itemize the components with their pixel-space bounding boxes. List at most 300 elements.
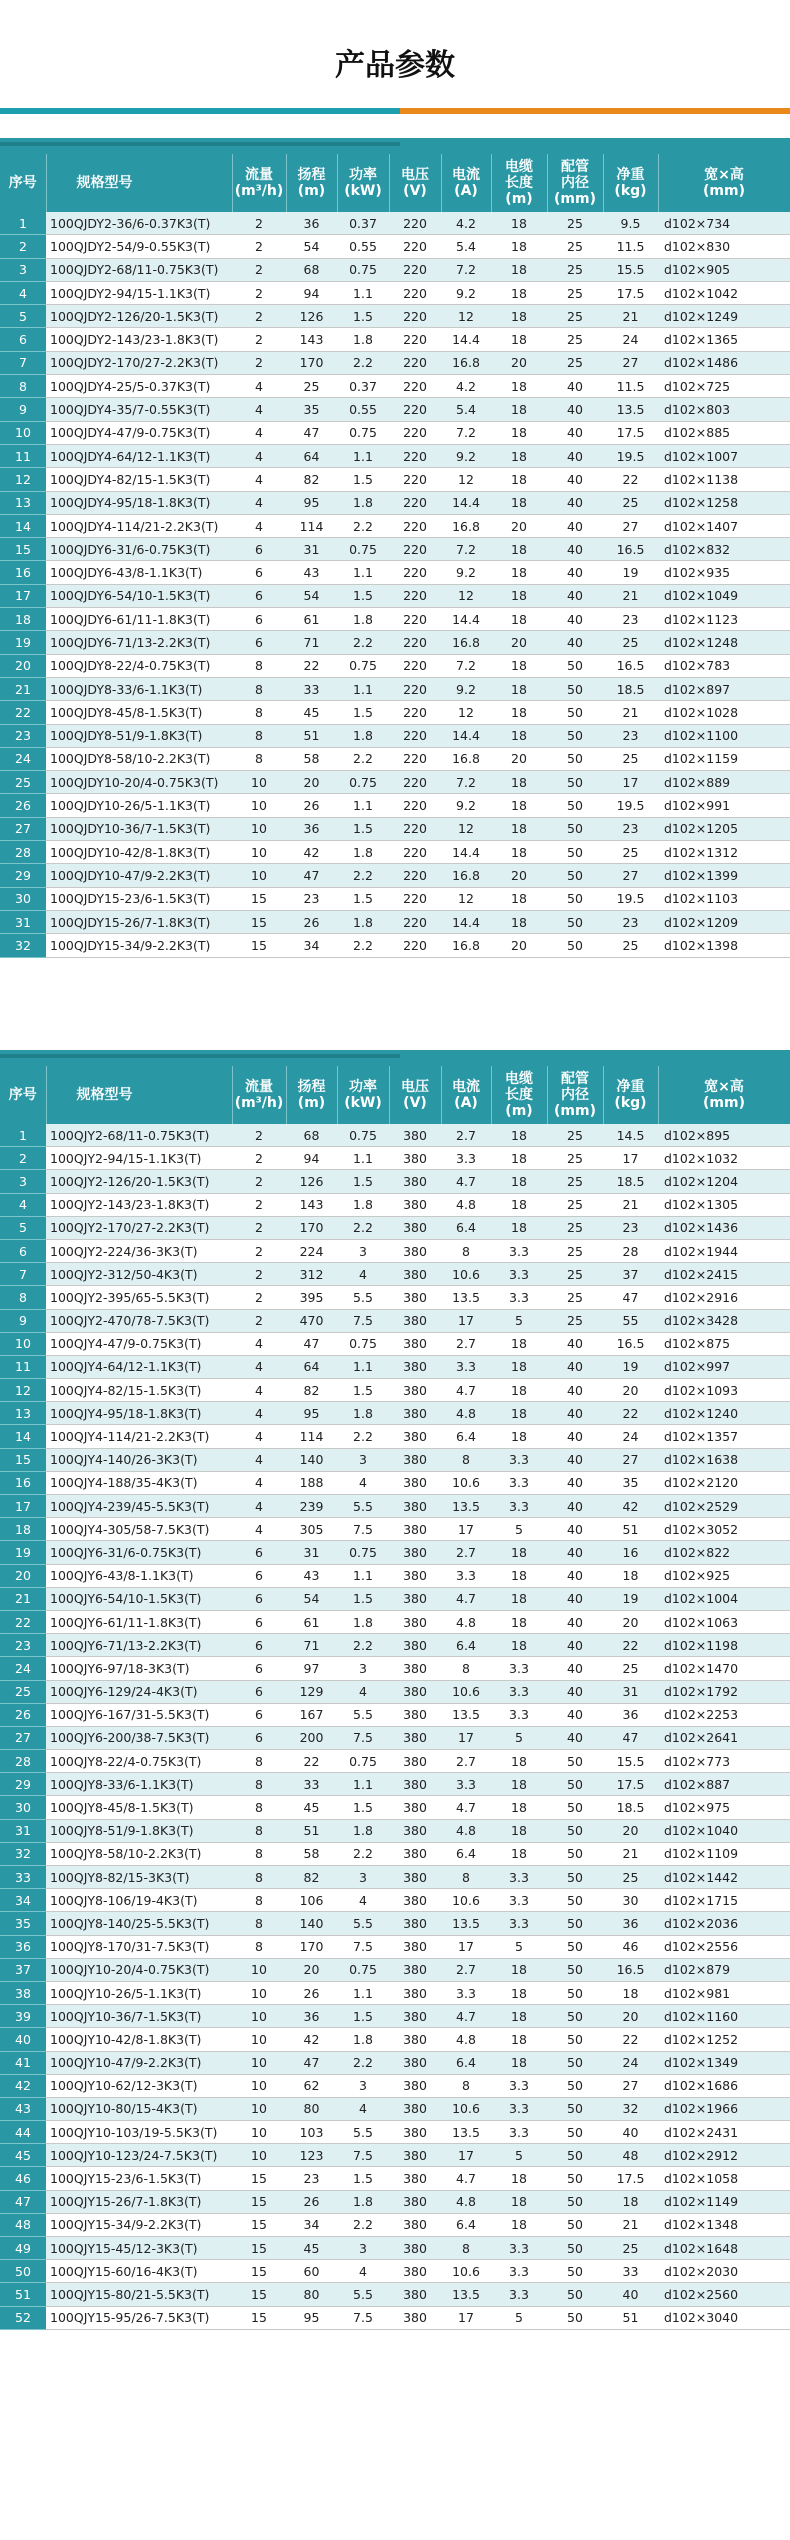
cell-head: 20 [286,1958,337,1981]
cell-index: 39 [0,2005,46,2028]
cell-flow: 15 [232,2283,286,2306]
cell-current: 14.4 [441,328,491,351]
cell-flow: 6 [232,538,286,561]
table-row [0,1842,790,1865]
cell-pipe-diameter: 40 [547,1703,603,1726]
cell-cable-length: 18 [491,1634,547,1657]
cell-voltage: 380 [389,2051,441,2074]
table-row [0,1216,790,1239]
cell-current: 10.6 [441,2260,491,2283]
cell-head: 71 [286,1634,337,1657]
cell-model: 100QJY15-45/12-3K3(T) [46,2237,232,2260]
cell-power: 2.2 [337,747,389,770]
cell-cable-length: 18 [491,258,547,281]
cell-power: 2.2 [337,2213,389,2236]
cell-flow: 10 [232,1981,286,2004]
table-row [0,1402,790,1425]
cell-current: 14.4 [441,608,491,631]
cell-head: 43 [286,1564,337,1587]
cell-cable-length: 18 [491,654,547,677]
cell-head: 64 [286,1355,337,1378]
cell-head: 51 [286,1819,337,1842]
cell-head: 47 [286,2051,337,2074]
cell-voltage: 380 [389,2097,441,2120]
cell-voltage: 380 [389,1912,441,1935]
cell-cable-length: 18 [491,1750,547,1773]
cell-model: 100QJY6-71/13-2.2K3(T) [46,1634,232,1657]
cell-cable-length: 18 [491,1332,547,1355]
cell-head: 33 [286,677,337,700]
cell-cable-length: 18 [491,398,547,421]
cell-power: 1.8 [337,724,389,747]
cell-pipe-diameter: 40 [547,1518,603,1541]
cell-cable-length: 18 [491,468,547,491]
cell-flow: 4 [232,375,286,398]
cell-power: 1.5 [337,305,389,328]
cell-voltage: 380 [389,1958,441,1981]
spec-table-220v [0,154,790,958]
cell-model: 100QJDY2-170/27-2.2K3(T) [46,351,232,374]
cell-index: 12 [0,468,46,491]
cell-model: 100QJDY4-114/21-2.2K3(T) [46,514,232,537]
cell-current: 16.8 [441,351,491,374]
cell-pipe-diameter: 50 [547,864,603,887]
cell-pipe-diameter: 50 [547,1866,603,1889]
cell-index: 20 [0,654,46,677]
cell-model: 100QJDY4-35/7-0.55K3(T) [46,398,232,421]
cell-dimensions: d102×1159 [658,747,790,770]
table-row [0,468,790,491]
table-row [0,2260,790,2283]
cell-head: 126 [286,305,337,328]
cell-cable-length: 20 [491,351,547,374]
cell-current: 8 [441,1657,491,1680]
cell-pipe-diameter: 40 [547,1634,603,1657]
cell-current: 16.8 [441,631,491,654]
cell-pipe-diameter: 40 [547,608,603,631]
cell-voltage: 380 [389,2144,441,2167]
cell-head: 34 [286,934,337,957]
cell-index: 10 [0,1332,46,1355]
cell-weight: 16.5 [603,1332,658,1355]
cell-flow: 2 [232,1170,286,1193]
cell-current: 17 [441,1309,491,1332]
cell-flow: 6 [232,1541,286,1564]
cell-weight: 19 [603,1587,658,1610]
cell-model: 100QJY2-126/20-1.5K3(T) [46,1170,232,1193]
cell-weight: 23 [603,724,658,747]
cell-power: 3 [337,2074,389,2097]
cell-flow: 6 [232,561,286,584]
table-row [0,1309,790,1332]
cell-head: 35 [286,398,337,421]
cell-voltage: 380 [389,2213,441,2236]
cell-current: 7.2 [441,421,491,444]
table-row [0,235,790,258]
cell-dimensions: d102×773 [658,1750,790,1773]
table1-banner [0,138,790,154]
cell-flow: 4 [232,1332,286,1355]
cell-pipe-diameter: 50 [547,2005,603,2028]
cell-pipe-diameter: 40 [547,1402,603,1425]
cell-pipe-diameter: 50 [547,2028,603,2051]
cell-weight: 36 [603,1703,658,1726]
table-row [0,794,790,817]
cell-head: 20 [286,771,337,794]
cell-index: 4 [0,1193,46,1216]
cell-pipe-diameter: 50 [547,1912,603,1935]
cell-dimensions: d102×1007 [658,444,790,467]
table-row [0,1170,790,1193]
table-row [0,1425,790,1448]
cell-flow: 4 [232,1379,286,1402]
cell-model: 100QJY6-43/8-1.1K3(T) [46,1564,232,1587]
cell-model: 100QJDY4-47/9-0.75K3(T) [46,421,232,444]
cell-dimensions: d102×1305 [658,1193,790,1216]
cell-voltage: 220 [389,468,441,491]
cell-power: 0.37 [337,212,389,235]
cell-current: 6.4 [441,2213,491,2236]
cell-current: 6.4 [441,1216,491,1239]
cell-cable-length: 5 [491,1309,547,1332]
cell-cable-length: 18 [491,794,547,817]
cell-current: 12 [441,584,491,607]
cell-dimensions: d102×3040 [658,2306,790,2329]
cell-weight: 18 [603,1564,658,1587]
cell-weight: 19 [603,1355,658,1378]
cell-pipe-diameter: 50 [547,2051,603,2074]
cell-dimensions: d102×1349 [658,2051,790,2074]
cell-index: 30 [0,887,46,910]
header-flow: 流量 (m³/h) [232,1066,286,1124]
table-row [0,538,790,561]
cell-voltage: 220 [389,514,441,537]
cell-model: 100QJDY15-34/9-2.2K3(T) [46,934,232,957]
cell-head: 170 [286,1216,337,1239]
cell-flow: 8 [232,1773,286,1796]
cell-weight: 23 [603,817,658,840]
cell-pipe-diameter: 25 [547,1263,603,1286]
cell-cable-length: 5 [491,2144,547,2167]
cell-model: 100QJY2-395/65-5.5K3(T) [46,1286,232,1309]
cell-weight: 25 [603,934,658,957]
cell-flow: 8 [232,677,286,700]
cell-weight: 13.5 [603,398,658,421]
cell-flow: 2 [232,235,286,258]
cell-flow: 2 [232,281,286,304]
cell-pipe-diameter: 40 [547,1610,603,1633]
cell-head: 23 [286,2167,337,2190]
cell-cable-length: 3.3 [491,2283,547,2306]
cell-cable-length: 18 [491,375,547,398]
cell-weight: 23 [603,1216,658,1239]
cell-current: 9.2 [441,444,491,467]
cell-cable-length: 3.3 [491,1448,547,1471]
cell-weight: 18 [603,2190,658,2213]
cell-flow: 8 [232,654,286,677]
cell-head: 36 [286,2005,337,2028]
table-row [0,1773,790,1796]
cell-weight: 22 [603,2028,658,2051]
cell-cable-length: 18 [491,1216,547,1239]
cell-cable-length: 18 [491,235,547,258]
cell-weight: 18.5 [603,677,658,700]
cell-weight: 37 [603,1263,658,1286]
cell-current: 2.7 [441,1750,491,1773]
cell-flow: 10 [232,2051,286,2074]
cell-pipe-diameter: 50 [547,2213,603,2236]
cell-cable-length: 18 [491,421,547,444]
cell-weight: 20 [603,2005,658,2028]
cell-weight: 25 [603,747,658,770]
cell-index: 29 [0,1773,46,1796]
cell-power: 0.75 [337,421,389,444]
cell-pipe-diameter: 25 [547,1239,603,1262]
cell-current: 17 [441,2306,491,2329]
cell-voltage: 380 [389,1263,441,1286]
cell-cable-length: 5 [491,2306,547,2329]
table-row [0,1866,790,1889]
cell-head: 31 [286,1541,337,1564]
cell-pipe-diameter: 50 [547,934,603,957]
table-row [0,212,790,235]
cell-weight: 17.5 [603,421,658,444]
cell-pipe-diameter: 25 [547,1216,603,1239]
cell-index: 1 [0,1124,46,1147]
cell-pipe-diameter: 40 [547,1541,603,1564]
cell-current: 16.8 [441,864,491,887]
cell-dimensions: d102×1198 [658,1634,790,1657]
cell-voltage: 380 [389,2074,441,2097]
cell-head: 68 [286,1124,337,1147]
cell-weight: 23 [603,608,658,631]
cell-pipe-diameter: 40 [547,1495,603,1518]
cell-index: 23 [0,724,46,747]
cell-current: 6.4 [441,1842,491,1865]
cell-flow: 10 [232,2074,286,2097]
cell-head: 82 [286,1379,337,1402]
cell-head: 395 [286,1286,337,1309]
cell-pipe-diameter: 25 [547,258,603,281]
cell-index: 48 [0,2213,46,2236]
cell-weight: 17.5 [603,2167,658,2190]
cell-pipe-diameter: 50 [547,1958,603,1981]
cell-head: 54 [286,1587,337,1610]
cell-voltage: 380 [389,1564,441,1587]
cell-weight: 23 [603,910,658,933]
cell-flow: 8 [232,1796,286,1819]
cell-model: 100QJDY8-33/6-1.1K3(T) [46,677,232,700]
cell-power: 1.5 [337,701,389,724]
cell-dimensions: d102×1049 [658,584,790,607]
cell-power: 4 [337,1680,389,1703]
cell-head: 25 [286,375,337,398]
cell-head: 68 [286,258,337,281]
cell-pipe-diameter: 25 [547,351,603,374]
cell-weight: 24 [603,328,658,351]
cell-head: 31 [286,538,337,561]
cell-weight: 16.5 [603,654,658,677]
cell-cable-length: 18 [491,328,547,351]
cell-current: 10.6 [441,2097,491,2120]
cell-pipe-diameter: 50 [547,2190,603,2213]
cell-dimensions: d102×1149 [658,2190,790,2213]
cell-power: 0.37 [337,375,389,398]
cell-model: 100QJY10-42/8-1.8K3(T) [46,2028,232,2051]
cell-power: 7.5 [337,2306,389,2329]
header-voltage: 电压 (V) [389,1066,441,1124]
table-row [0,1634,790,1657]
cell-pipe-diameter: 40 [547,375,603,398]
cell-cable-length: 20 [491,514,547,537]
cell-voltage: 380 [389,1610,441,1633]
cell-pipe-diameter: 40 [547,631,603,654]
cell-model: 100QJY2-143/23-1.8K3(T) [46,1193,232,1216]
table-row [0,398,790,421]
cell-head: 312 [286,1263,337,1286]
cell-index: 21 [0,1587,46,1610]
cell-cable-length: 18 [491,677,547,700]
cell-head: 36 [286,212,337,235]
cell-current: 9.2 [441,281,491,304]
cell-model: 100QJDY2-54/9-0.55K3(T) [46,235,232,258]
cell-current: 4.2 [441,212,491,235]
cell-index: 7 [0,351,46,374]
cell-voltage: 380 [389,2121,441,2144]
cell-index: 8 [0,375,46,398]
cell-index: 6 [0,1239,46,1262]
cell-voltage: 220 [389,491,441,514]
cell-flow: 8 [232,1866,286,1889]
cell-model: 100QJY2-94/15-1.1K3(T) [46,1147,232,1170]
cell-current: 10.6 [441,1263,491,1286]
cell-weight: 22 [603,468,658,491]
cell-index: 32 [0,934,46,957]
cell-pipe-diameter: 40 [547,1379,603,1402]
cell-power: 2.2 [337,631,389,654]
cell-dimensions: d102×1436 [658,1216,790,1239]
cell-head: 143 [286,328,337,351]
cell-model: 100QJY8-58/10-2.2K3(T) [46,1842,232,1865]
cell-cable-length: 3.3 [491,1263,547,1286]
cell-dimensions: d102×1348 [658,2213,790,2236]
cell-flow: 2 [232,258,286,281]
cell-model: 100QJY15-60/16-4K3(T) [46,2260,232,2283]
cell-model: 100QJDY2-36/6-0.37K3(T) [46,212,232,235]
cell-flow: 2 [232,1193,286,1216]
cell-model: 100QJDY8-51/9-1.8K3(T) [46,724,232,747]
cell-flow: 6 [232,1703,286,1726]
cell-current: 9.2 [441,794,491,817]
cell-cable-length: 3.3 [491,1286,547,1309]
cell-model: 100QJY6-61/11-1.8K3(T) [46,1610,232,1633]
cell-dimensions: d102×2556 [658,1935,790,1958]
cell-voltage: 220 [389,444,441,467]
cell-cable-length: 18 [491,2190,547,2213]
cell-flow: 8 [232,1819,286,1842]
cell-power: 1.5 [337,817,389,840]
cell-head: 61 [286,608,337,631]
cell-index: 25 [0,771,46,794]
cell-current: 8 [441,1866,491,1889]
cell-power: 1.5 [337,1796,389,1819]
cell-cable-length: 18 [491,1796,547,1819]
cell-index: 14 [0,514,46,537]
cell-pipe-diameter: 40 [547,1564,603,1587]
cell-dimensions: d102×1248 [658,631,790,654]
cell-flow: 4 [232,1448,286,1471]
cell-weight: 24 [603,1425,658,1448]
header-dimensions: 宽×高 (mm) [658,154,790,212]
cell-flow: 10 [232,794,286,817]
cell-model: 100QJDY6-43/8-1.1K3(T) [46,561,232,584]
cell-voltage: 220 [389,841,441,864]
cell-dimensions: d102×1240 [658,1402,790,1425]
cell-dimensions: d102×975 [658,1796,790,1819]
cell-cable-length: 18 [491,1124,547,1147]
cell-dimensions: d102×734 [658,212,790,235]
cell-power: 0.75 [337,538,389,561]
cell-dimensions: d102×1100 [658,724,790,747]
cell-dimensions: d102×2036 [658,1912,790,1935]
cell-current: 13.5 [441,1703,491,1726]
cell-model: 100QJY8-170/31-7.5K3(T) [46,1935,232,1958]
cell-voltage: 380 [389,2190,441,2213]
cell-index: 12 [0,1379,46,1402]
cell-weight: 16 [603,1541,658,1564]
cell-power: 1.8 [337,1610,389,1633]
cell-flow: 10 [232,841,286,864]
cell-cable-length: 18 [491,1379,547,1402]
cell-weight: 24 [603,2051,658,2074]
table-row [0,1332,790,1355]
table-row [0,654,790,677]
cell-head: 80 [286,2097,337,2120]
cell-pipe-diameter: 50 [547,1819,603,1842]
cell-pipe-diameter: 40 [547,538,603,561]
cell-current: 5.4 [441,398,491,421]
cell-flow: 2 [232,351,286,374]
cell-model: 100QJY4-140/26-3K3(T) [46,1448,232,1471]
cell-index: 28 [0,1750,46,1773]
cell-cable-length: 3.3 [491,1680,547,1703]
cell-dimensions: d102×1365 [658,328,790,351]
cell-current: 4.2 [441,375,491,398]
cell-model: 100QJY10-62/12-3K3(T) [46,2074,232,2097]
table-row [0,2237,790,2260]
cell-cable-length: 20 [491,934,547,957]
cell-model: 100QJY2-470/78-7.5K3(T) [46,1309,232,1332]
cell-voltage: 380 [389,1239,441,1262]
cell-index: 18 [0,1518,46,1541]
cell-current: 8 [441,1239,491,1262]
cell-cable-length: 3.3 [491,1866,547,1889]
cell-head: 58 [286,1842,337,1865]
cell-power: 1.1 [337,561,389,584]
table-row [0,351,790,374]
cell-dimensions: d102×2120 [658,1471,790,1494]
cell-cable-length: 18 [491,1773,547,1796]
cell-pipe-diameter: 25 [547,1170,603,1193]
cell-dimensions: d102×885 [658,421,790,444]
cell-index: 10 [0,421,46,444]
table-row [0,1495,790,1518]
cell-voltage: 220 [389,375,441,398]
cell-model: 100QJY8-45/8-1.5K3(T) [46,1796,232,1819]
cell-current: 17 [441,2144,491,2167]
cell-cable-length: 18 [491,281,547,304]
cell-power: 1.1 [337,444,389,467]
